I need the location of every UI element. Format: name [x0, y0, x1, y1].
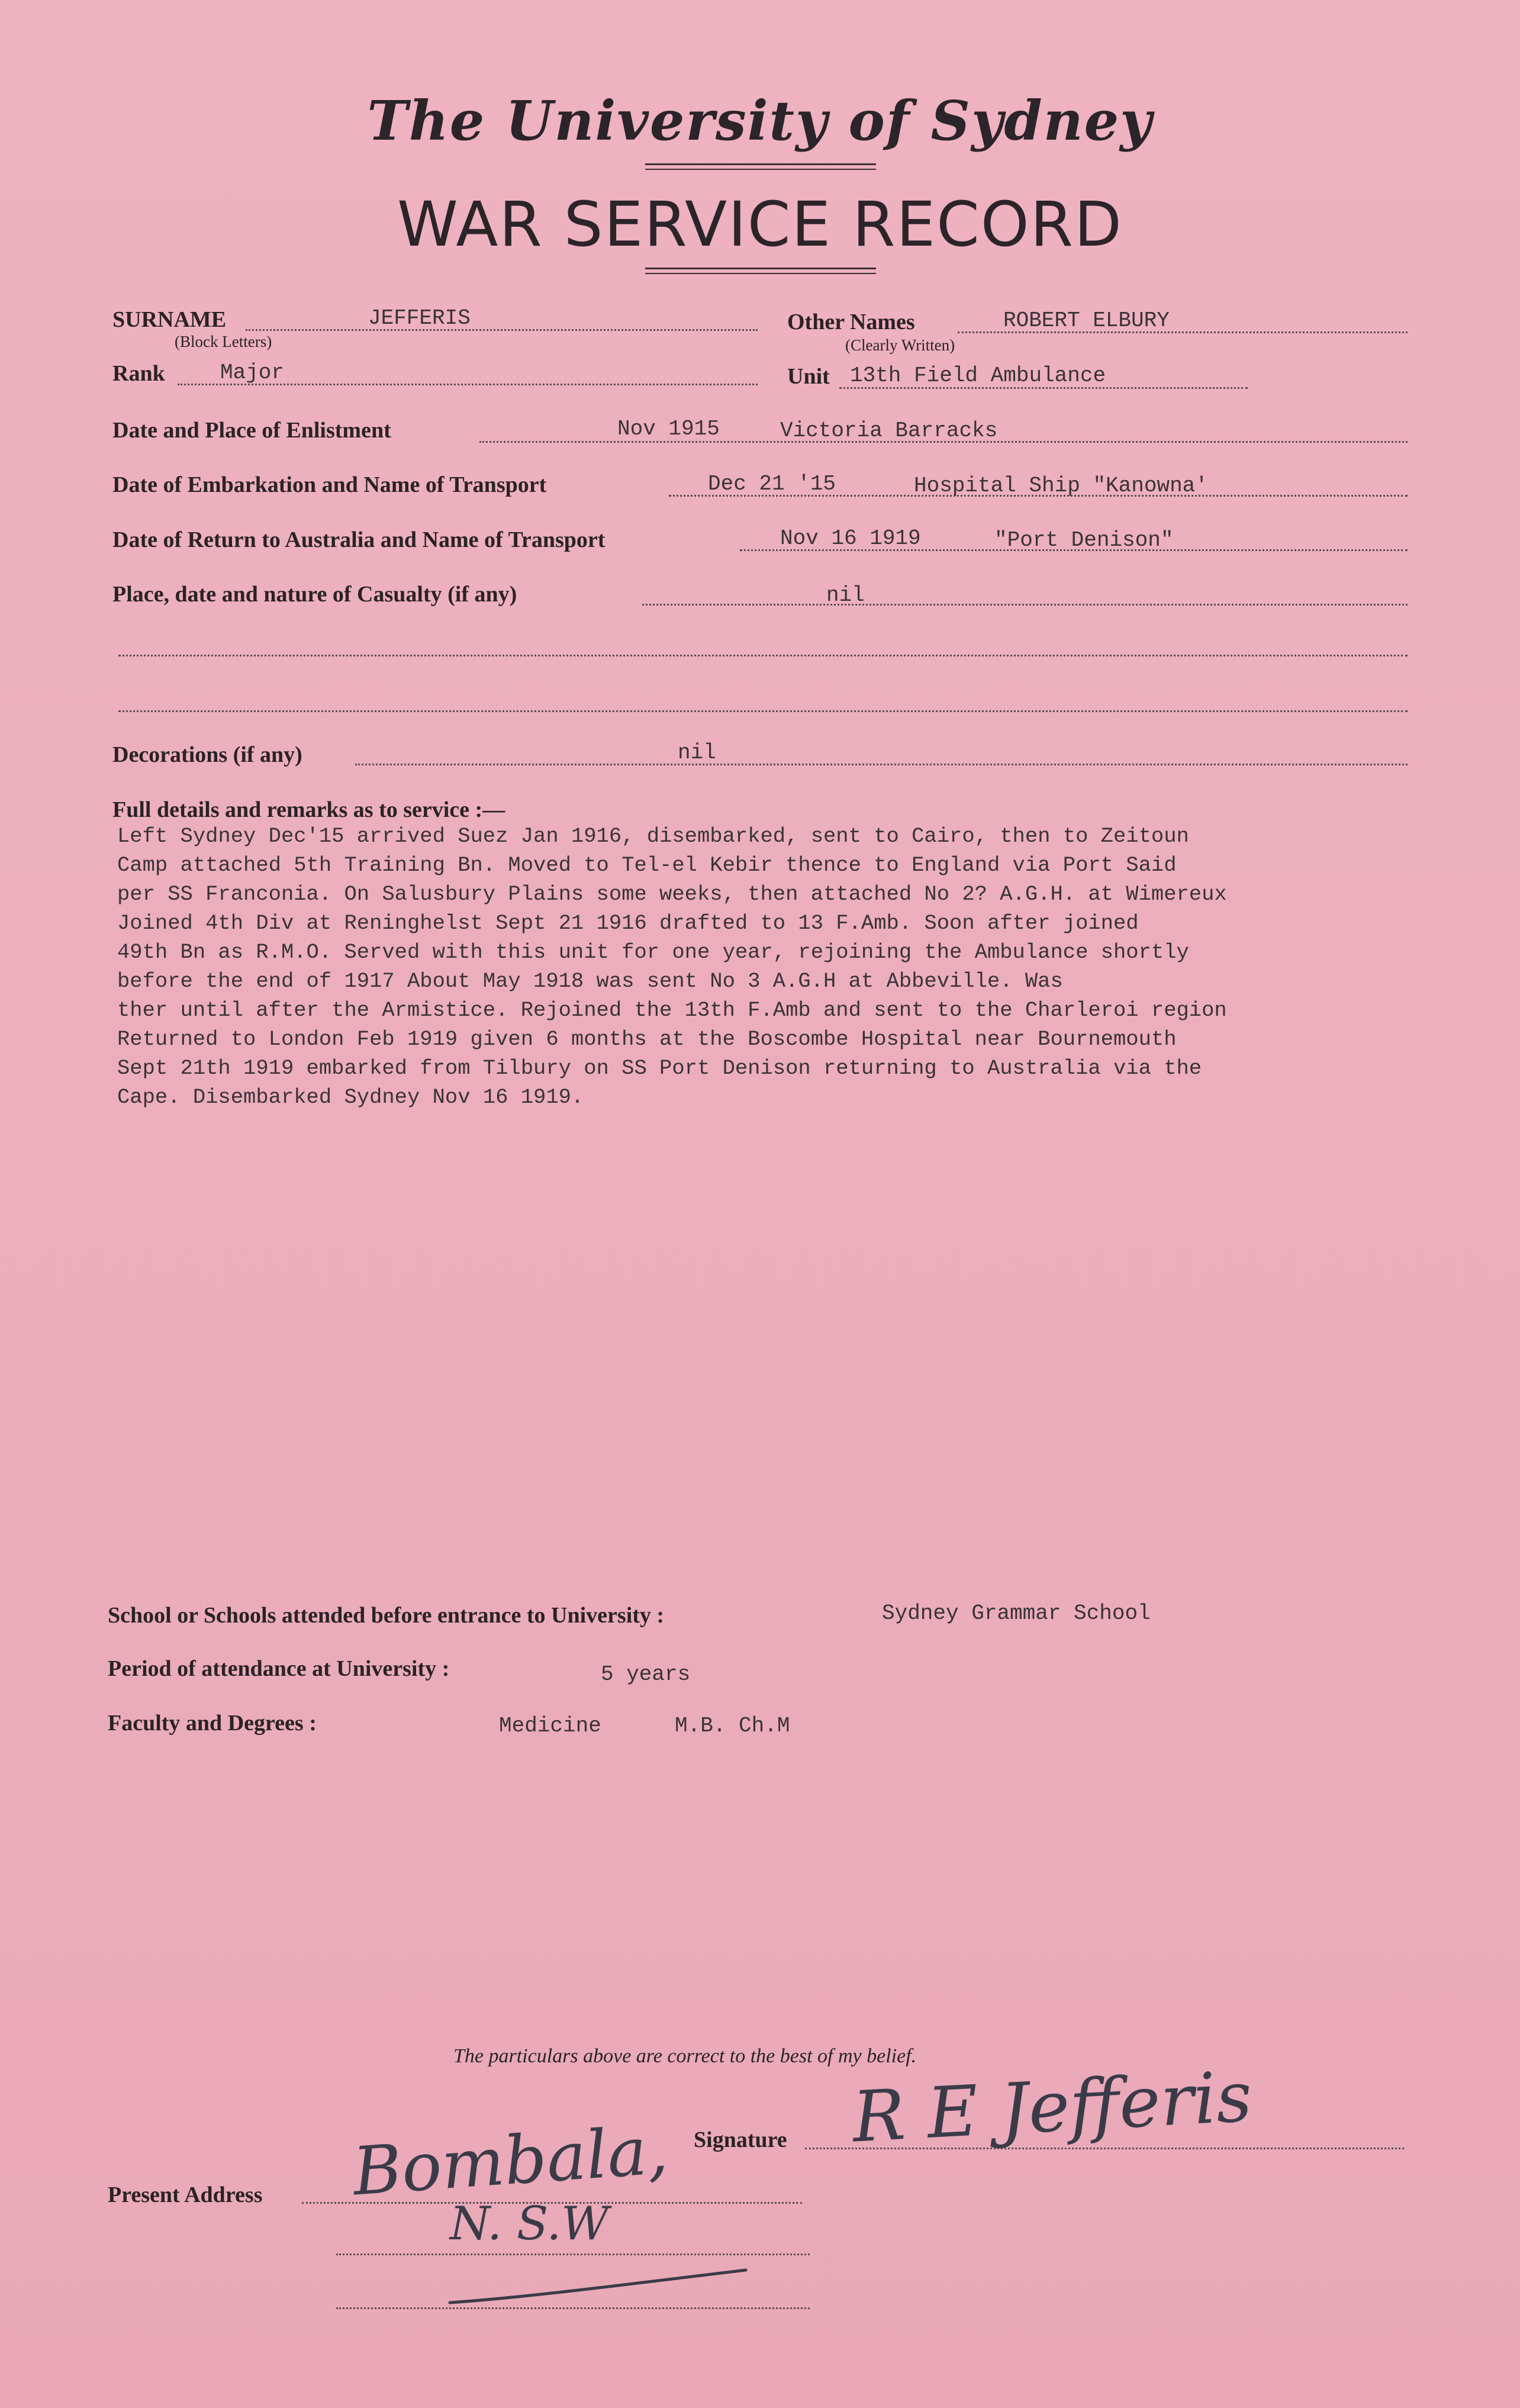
- faculty-label: Faculty and Degrees :: [108, 1711, 317, 1736]
- decorations-value: nil: [678, 741, 716, 765]
- casualty-extra-line-2: [118, 710, 1408, 712]
- remarks-label: Full details and remarks as to service :—: [112, 797, 505, 822]
- casualty-label: Place, date and nature of Casualty (if any): [112, 582, 517, 607]
- surname-value: JEFFERIS: [368, 306, 471, 330]
- address-handwritten-2: N. S.W: [450, 2197, 609, 2251]
- rank-value: Major: [220, 360, 285, 385]
- address-label: Present Address: [108, 2182, 263, 2207]
- other-names-hint: (Clearly Written): [845, 336, 955, 354]
- remarks-line: Sept 21th 1919 embarked from Tilbury on SS Port Denison returning to Australia via the: [117, 1056, 1202, 1080]
- schools-value: Sydney Grammar School: [882, 1601, 1151, 1625]
- enlistment-place: Victoria Barracks: [780, 418, 998, 443]
- schools-label: School or Schools attended before entrance to University :: [108, 1603, 665, 1628]
- address-line-2: [336, 2254, 810, 2255]
- casualty-value: nil: [826, 583, 865, 607]
- return-label: Date of Return to Australia and Name of Transport: [112, 527, 606, 552]
- institution-name: The University of Sydney: [367, 89, 1153, 153]
- period-value: 5 years: [601, 1662, 691, 1686]
- remarks-line: Camp attached 5th Training Bn. Moved to Tel-el Kebir thence to England via Port Said: [117, 853, 1177, 877]
- faculty-value: Medicine: [499, 1714, 601, 1738]
- rank-label: Rank: [112, 361, 165, 386]
- return-date: Nov 16 1919: [780, 526, 921, 551]
- return-transport: "Port Denison": [994, 528, 1174, 552]
- remarks-line: per SS Franconia. On Salusbury Plains some weeks, then attached No 2? A.G.H. at Wimereux: [117, 882, 1227, 906]
- surname-line: [246, 329, 758, 331]
- signature-label: Signature: [694, 2127, 787, 2152]
- unit-label: Unit: [787, 364, 830, 389]
- header-rule-bottom: [645, 268, 876, 274]
- signature-handwritten: R E Jefferis: [850, 2055, 1254, 2158]
- casualty-extra-line-1: [118, 655, 1408, 656]
- degrees-value: M.B. Ch.M: [675, 1714, 790, 1738]
- embarkation-date: Dec 21 '15: [708, 472, 836, 496]
- unit-value: 13th Field Ambulance: [850, 363, 1106, 388]
- surname-label: SURNAME: [112, 307, 227, 332]
- period-label: Period of attendance at University :: [108, 1656, 450, 1681]
- casualty-line: [642, 604, 1408, 606]
- remarks-line: Left Sydney Dec'15 arrived Suez Jan 1916, disembarked, sent to Cairo, then to Zeitoun: [117, 824, 1189, 848]
- remarks-body: [117, 822, 1227, 1112]
- address-handwritten-1: Bombala,: [350, 2111, 671, 2211]
- enlistment-date: Nov 1915: [617, 417, 720, 441]
- remarks-line: Returned to London Feb 1919 given 6 months at the Boscombe Hospital near Bournemouth: [117, 1027, 1177, 1051]
- other-names-label: Other Names: [787, 310, 915, 334]
- remarks-line: Cape. Disembarked Sydney Nov 16 1919.: [117, 1085, 584, 1109]
- certification-statement: The particulars above are correct to the best of my belief.: [453, 2045, 917, 2067]
- decorations-line: [355, 764, 1408, 765]
- form-title: WAR SERVICE RECORD: [397, 188, 1123, 260]
- decorations-label: Decorations (if any): [112, 742, 302, 767]
- embarkation-label: Date of Embarkation and Name of Transport: [112, 472, 547, 497]
- embarkation-transport: Hospital Ship "Kanowna': [914, 474, 1208, 498]
- remarks-line: before the end of 1917 About May 1918 was sent No 3 A.G.H at Abbeville. Was: [117, 969, 1063, 993]
- address-underline-flourish: [444, 2261, 752, 2309]
- remarks-line: 49th Bn as R.M.O. Served with this unit for one year, rejoining the Ambulance shortly: [117, 940, 1189, 964]
- remarks-line: Joined 4th Div at Reninghelst Sept 21 1916 drafted to 13 F.Amb. Soon after joined: [117, 911, 1139, 935]
- other-names-value: ROBERT ELBURY: [1003, 308, 1170, 333]
- header-rule-top: [645, 163, 876, 170]
- enlistment-label: Date and Place of Enlistment: [112, 418, 391, 443]
- remarks-line: ther until after the Armistice. Rejoined the 13th F.Amb and sent to the Charleroi region: [117, 998, 1227, 1022]
- surname-hint: (Block Letters): [175, 333, 272, 350]
